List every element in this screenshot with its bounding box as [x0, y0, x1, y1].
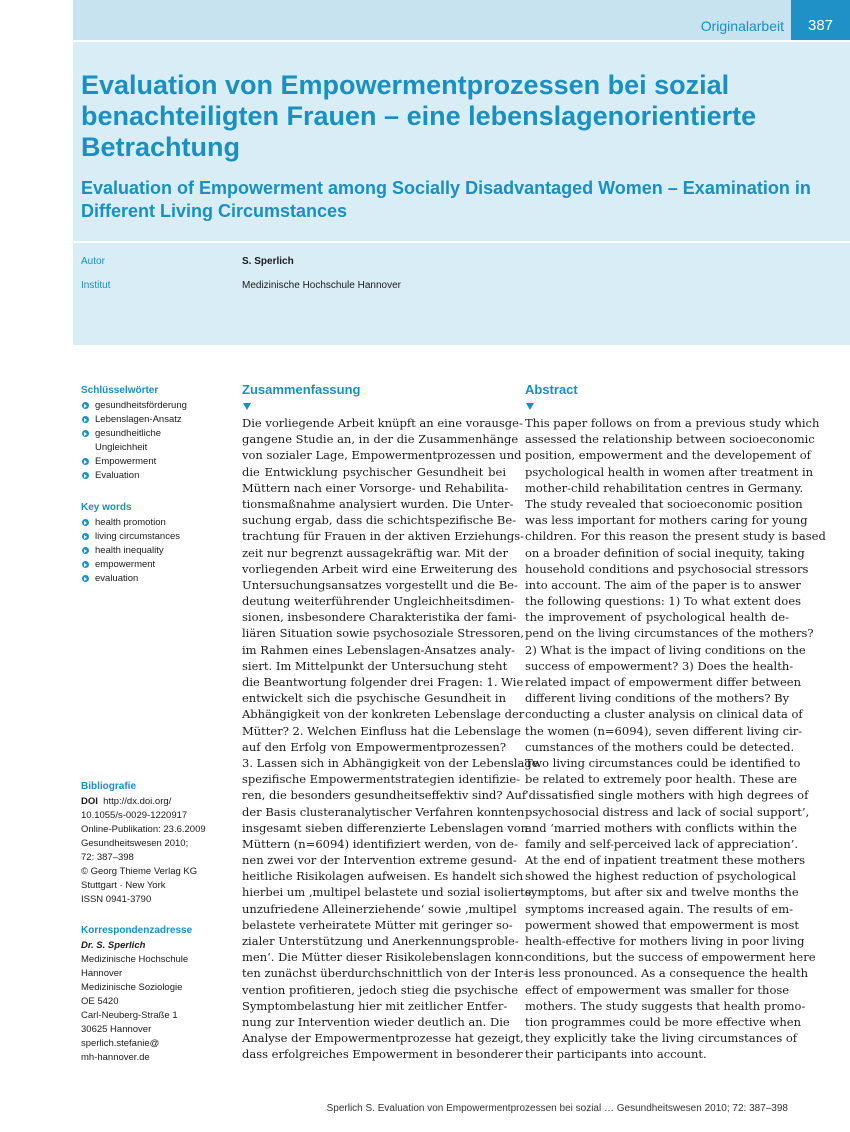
address-line: Medizinische Hochschule — [81, 954, 189, 965]
keyword-item — [81, 427, 226, 455]
bullet-icon — [82, 402, 89, 409]
keyword-item — [81, 469, 226, 483]
zusammenfassung-heading: Zusammenfassung — [242, 382, 361, 397]
text-line: conducting a cluster analysis on clinical data of — [525, 707, 803, 722]
title-band — [73, 0, 850, 345]
keyword-text: evaluation — [95, 573, 139, 584]
bibliography-line: ISSN 0941-3790 — [81, 894, 152, 905]
down-triangle-icon — [526, 403, 534, 410]
text-line: powerment showed that empowerment is most — [525, 917, 800, 932]
text-line: Mütter? 2. Welchen Einfluss hat die Lebenslage — [242, 723, 521, 738]
text-line: the following questions: 1) To what extent does — [525, 594, 802, 609]
bullet-icon — [82, 547, 89, 554]
text-line: psychological health in women after treatment in — [525, 464, 814, 479]
text-line: sionen, insbesondere Charakteristika der fami- — [242, 610, 517, 625]
text-line: trachtung für Frauen in der aktiven Erziehungs- — [242, 529, 525, 544]
text-line: is less pronounced. As a consequence the health — [525, 966, 809, 981]
keyword-text — [95, 413, 182, 427]
bibliography — [81, 780, 226, 907]
keyword-text — [95, 399, 187, 413]
text-line: on a broader definition of social inequity, taking — [525, 545, 805, 560]
author-label: Autor — [81, 256, 105, 267]
text-line: success of empowerment? 3) Does the health- — [525, 658, 794, 673]
text-line: liären Situation sowie psychosoziale Stressoren, — [242, 626, 525, 641]
text-line: ren, die besonders gesundheitseffektiv sind? Auf — [242, 788, 527, 803]
text-line: belastete verheiratete Mütter mit geringer so- — [242, 917, 513, 932]
text-line: position, empowerment and the developement of — [525, 448, 811, 463]
text-line: auf den Erfolg von Empowermentprozessen? — [242, 739, 506, 754]
keyword-line: gesundheitliche — [95, 428, 162, 439]
text-line: spezifische Empowermentstrategien identifizie- — [242, 772, 521, 787]
bullet-icon — [82, 519, 89, 526]
bibliography-heading: Bibliografie — [81, 781, 137, 792]
text-line: they explicitly take the living circumstances of — [525, 1031, 798, 1046]
bullet-icon — [82, 472, 89, 479]
keyword-line: gesundheitsförderung — [95, 400, 187, 411]
text-line: children. For this reason the present study is based — [525, 529, 826, 544]
page-number: 387 — [791, 0, 850, 40]
text-line: was less important for mothers caring for young — [525, 513, 808, 528]
keywords-english — [81, 501, 226, 586]
section-label: Originalarbeit — [700, 18, 784, 34]
bullet-icon — [82, 561, 89, 568]
keyword-text — [95, 427, 161, 455]
text-line: unzufriedene Alleinerziehende‘ sowie ‚multipel — [242, 901, 517, 916]
text-line: suchung ergab, dass die schichtspezifische Be- — [242, 513, 517, 528]
text-line: assessed the relationship between socioeconomic — [525, 432, 815, 447]
text-line: Müttern nach einer Vorsorge- und Rehabilita- — [242, 480, 509, 495]
text-line: entwickelt sich die psychische Gesundheit in — [242, 691, 506, 706]
text-line: Untersuchungsansatzes vorgestellt und die Be- — [242, 577, 518, 592]
doi-label: DOI — [81, 796, 98, 807]
zusammenfassung-column — [242, 382, 539, 1063]
text-line: At the end of inpatient treatment these mothers — [525, 853, 806, 868]
article-title-english: Evaluation of Empowerment among Socially Disadvantaged Women – Examination in Different Living Circumstances — [81, 178, 811, 221]
keyword-item — [81, 455, 226, 469]
text-line: insgesamt sieben differenzierte Lebenslagen von — [242, 820, 529, 835]
keyword-line: Evaluation — [95, 470, 140, 481]
bibliography-line: 72: 387–398 — [81, 852, 134, 863]
address-line: Carl-Neuberg-Straße 1 — [81, 1010, 178, 1021]
text-line: ten zunächst überdurchschnittlich von der Inter- — [242, 966, 527, 981]
address-line: mh-hannover.de — [81, 1052, 150, 1063]
address-line: OE 5420 — [81, 996, 119, 1007]
text-line: household conditions and psychosocial stressors — [525, 561, 809, 576]
text-line: hierbei um ‚multipel belastete und sozial isolierte — [242, 885, 532, 900]
bibliography-line: © Georg Thieme Verlag KG — [81, 866, 198, 877]
keyword-item — [81, 413, 226, 427]
text-line: ‘dissatisfied single mothers with high degrees of — [525, 788, 809, 803]
text-line: men‘. Die Mütter dieser Risikolebenslagen konn- — [242, 950, 528, 965]
down-triangle-icon — [243, 403, 251, 410]
bibliography-line: Stuttgart · New York — [81, 880, 166, 891]
keyword-text: health promotion — [95, 517, 166, 528]
doi-value: http://dx.doi.org/ — [103, 796, 172, 807]
institute-label: Institut — [81, 280, 111, 291]
text-line: vention profitieren, jedoch stieg die psychische — [242, 982, 519, 997]
address-line: 30625 Hannover — [81, 1024, 152, 1035]
text-line: psychosocial distress and lack of social support’, — [525, 804, 810, 819]
text-line: and ‘married mothers with conflicts within the — [525, 820, 797, 835]
keyword-item — [81, 544, 226, 558]
text-line: von sozialer Lage, Empowermentprozessen und — [242, 448, 522, 463]
text-line: mothers. The study suggests that health promo- — [525, 998, 806, 1013]
text-line: nung zur Intervention wieder deutlich an. Die — [242, 1014, 510, 1029]
institute-name: Medizinische Hochschule Hannover — [242, 280, 401, 291]
keywords-german — [81, 384, 226, 483]
text-line: zialer Unterstützung und Anerkennungsproble- — [242, 934, 519, 948]
author-name: S. Sperlich — [242, 256, 294, 267]
text-line: Müttern (n=6094) identifiziert werden, von de- — [242, 836, 518, 851]
bullet-icon — [82, 430, 89, 437]
bullet-icon — [82, 575, 89, 582]
bullet-icon — [82, 533, 89, 540]
text-line: The study revealed that socioeconomic position — [525, 496, 803, 511]
text-line: der Basis clusteranalytischer Verfahren konnten — [242, 804, 525, 819]
keyword-item — [81, 572, 226, 586]
text-line: the women (n=6094), seven different living cir- — [525, 723, 803, 738]
keyword-text: living circumstances — [95, 531, 180, 542]
abstract-text — [525, 415, 826, 1063]
bullet-icon — [82, 416, 89, 423]
text-line: Analyse der Empowermentprozesse hat gezeigt, — [242, 1031, 524, 1046]
correspondence-heading: Korrespondenzadresse — [81, 925, 193, 936]
text-line: mother-child rehabilitation centres in Germany. — [525, 480, 804, 495]
text-line: symptoms, but after six and twelve months the — [525, 885, 799, 900]
text-line: symptoms increased again. The results of em- — [525, 901, 793, 916]
keywords-german-list — [81, 399, 226, 483]
address-line: Hannover — [81, 968, 123, 979]
keyword-text — [95, 469, 139, 483]
doi-line — [81, 795, 226, 809]
keyword-item — [81, 558, 226, 572]
text-line: siert. Im Mittelpunkt der Untersuchung steht — [242, 658, 508, 673]
text-line: die Beantwortung folgender drei Fragen: 1. Wie — [242, 675, 524, 689]
text-line: Abhängigkeit von der konkreten Lebenslage der — [242, 707, 525, 722]
bibliography-line: 10.1055/s-0029-1220917 — [81, 810, 188, 821]
text-line: the improvement of psychological health de- — [525, 610, 789, 625]
keywords-german-heading: Schlüsselwörter — [81, 385, 159, 396]
keyword-line: Lebenslagen-Ansatz — [95, 414, 182, 425]
keyword-text: empowerment — [95, 559, 156, 570]
text-line: be related to extremely poor health. These are — [525, 772, 797, 787]
text-line: im Rahmen eines Lebenslagen-Ansatzes analy- — [242, 642, 516, 657]
text-line: gangene Studie an, in der die Zusammenhänge — [242, 432, 519, 447]
text-line: health-effective for mothers living in poor living — [525, 934, 805, 948]
text-line: zeit nur begrenzt aussagekräftig war. Mit der — [242, 545, 508, 560]
text-line: showed the highest reduction of psychological — [525, 869, 797, 884]
text-line: deutung weiterführender Ungleichheitsdimen- — [242, 594, 515, 609]
journal-header — [73, 0, 850, 42]
keyword-item — [81, 530, 226, 544]
keywords-english-list — [81, 516, 226, 586]
text-line: Symptombelastung hier mit zeitlicher Entfer- — [242, 998, 508, 1013]
article-title-german: Evaluation von Empowermentprozessen bei sozial benachteiligten Frauen – eine lebenslagenorientierte Betrachtung — [81, 70, 757, 162]
keyword-item — [81, 516, 226, 530]
meta-divider — [73, 241, 850, 243]
text-line: heitliche Risikolagen aufweisen. Es handelt sich — [242, 869, 524, 884]
bibliography-line: Online-Publikation: 23.6.2009 — [81, 824, 206, 835]
text-line: dass erfolgreiches Empowerment in besonderer — [242, 1047, 523, 1062]
bibliography-lines — [81, 809, 226, 907]
text-line: cumstances of the mothers could be detected. — [525, 739, 795, 754]
text-line: Die vorliegende Arbeit knüpft an eine vorausge- — [242, 416, 523, 430]
abstract-column — [525, 382, 826, 1063]
text-line: tion programmes could be more effective when — [525, 1014, 801, 1029]
text-line: effect of empowerment was smaller for those — [525, 982, 790, 997]
text-line: 3. Lassen sich in Abhängigkeit von der Lebenslage — [242, 755, 539, 770]
text-line: This paper follows on from a previous study which — [525, 416, 820, 430]
address-line: Medizinische Soziologie — [81, 982, 183, 993]
keyword-text: health inequality — [95, 545, 164, 556]
text-line: nen zwei vor der Intervention extreme gesund- — [242, 853, 517, 868]
text-line: vorliegenden Arbeit wird eine Erweiterung des — [242, 561, 518, 576]
keyword-item — [81, 399, 226, 413]
keyword-text — [95, 455, 156, 469]
text-line: different living conditions of the mothers? By — [525, 691, 790, 706]
correspondence-lines — [81, 953, 226, 1065]
text-line: related impact of empowerment differ between — [525, 675, 801, 689]
keyword-line: Empowerment — [95, 456, 157, 467]
keyword-line: Ungleichheit — [95, 442, 148, 453]
text-line: their participants into account. — [525, 1047, 707, 1062]
zusammenfassung-text — [242, 415, 539, 1063]
text-line: family and self-perceived lack of appreciation’. — [525, 836, 799, 851]
text-line: Two living circumstances could be identified to — [525, 755, 801, 770]
abstract-heading: Abstract — [525, 382, 578, 397]
keywords-english-heading: Key words — [81, 502, 132, 513]
bibliography-line: Gesundheitswesen 2010; — [81, 838, 189, 849]
text-line: die Entwicklung psychischer Gesundheit bei — [242, 464, 506, 479]
text-line: tionsmaßnahme analysiert wurden. Die Unter- — [242, 496, 514, 511]
correspondence-name: Dr. S. Sperlich — [81, 940, 146, 951]
text-line: conditions, but the success of empowerment here — [525, 950, 816, 965]
bullet-icon — [82, 458, 89, 465]
text-line: into account. The aim of the paper is to answer — [525, 577, 801, 592]
page-footer: Sperlich S. Evaluation von Empowermentprozessen bei sozial … Gesundheitswesen 2010; 72: 387–398 — [326, 1103, 788, 1114]
address-line: sperlich.stefanie@ — [81, 1038, 160, 1049]
text-line: pend on the living circumstances of the mothers? — [525, 626, 814, 641]
correspondence — [81, 924, 226, 1065]
text-line: 2) What is the impact of living conditions on the — [525, 642, 806, 657]
